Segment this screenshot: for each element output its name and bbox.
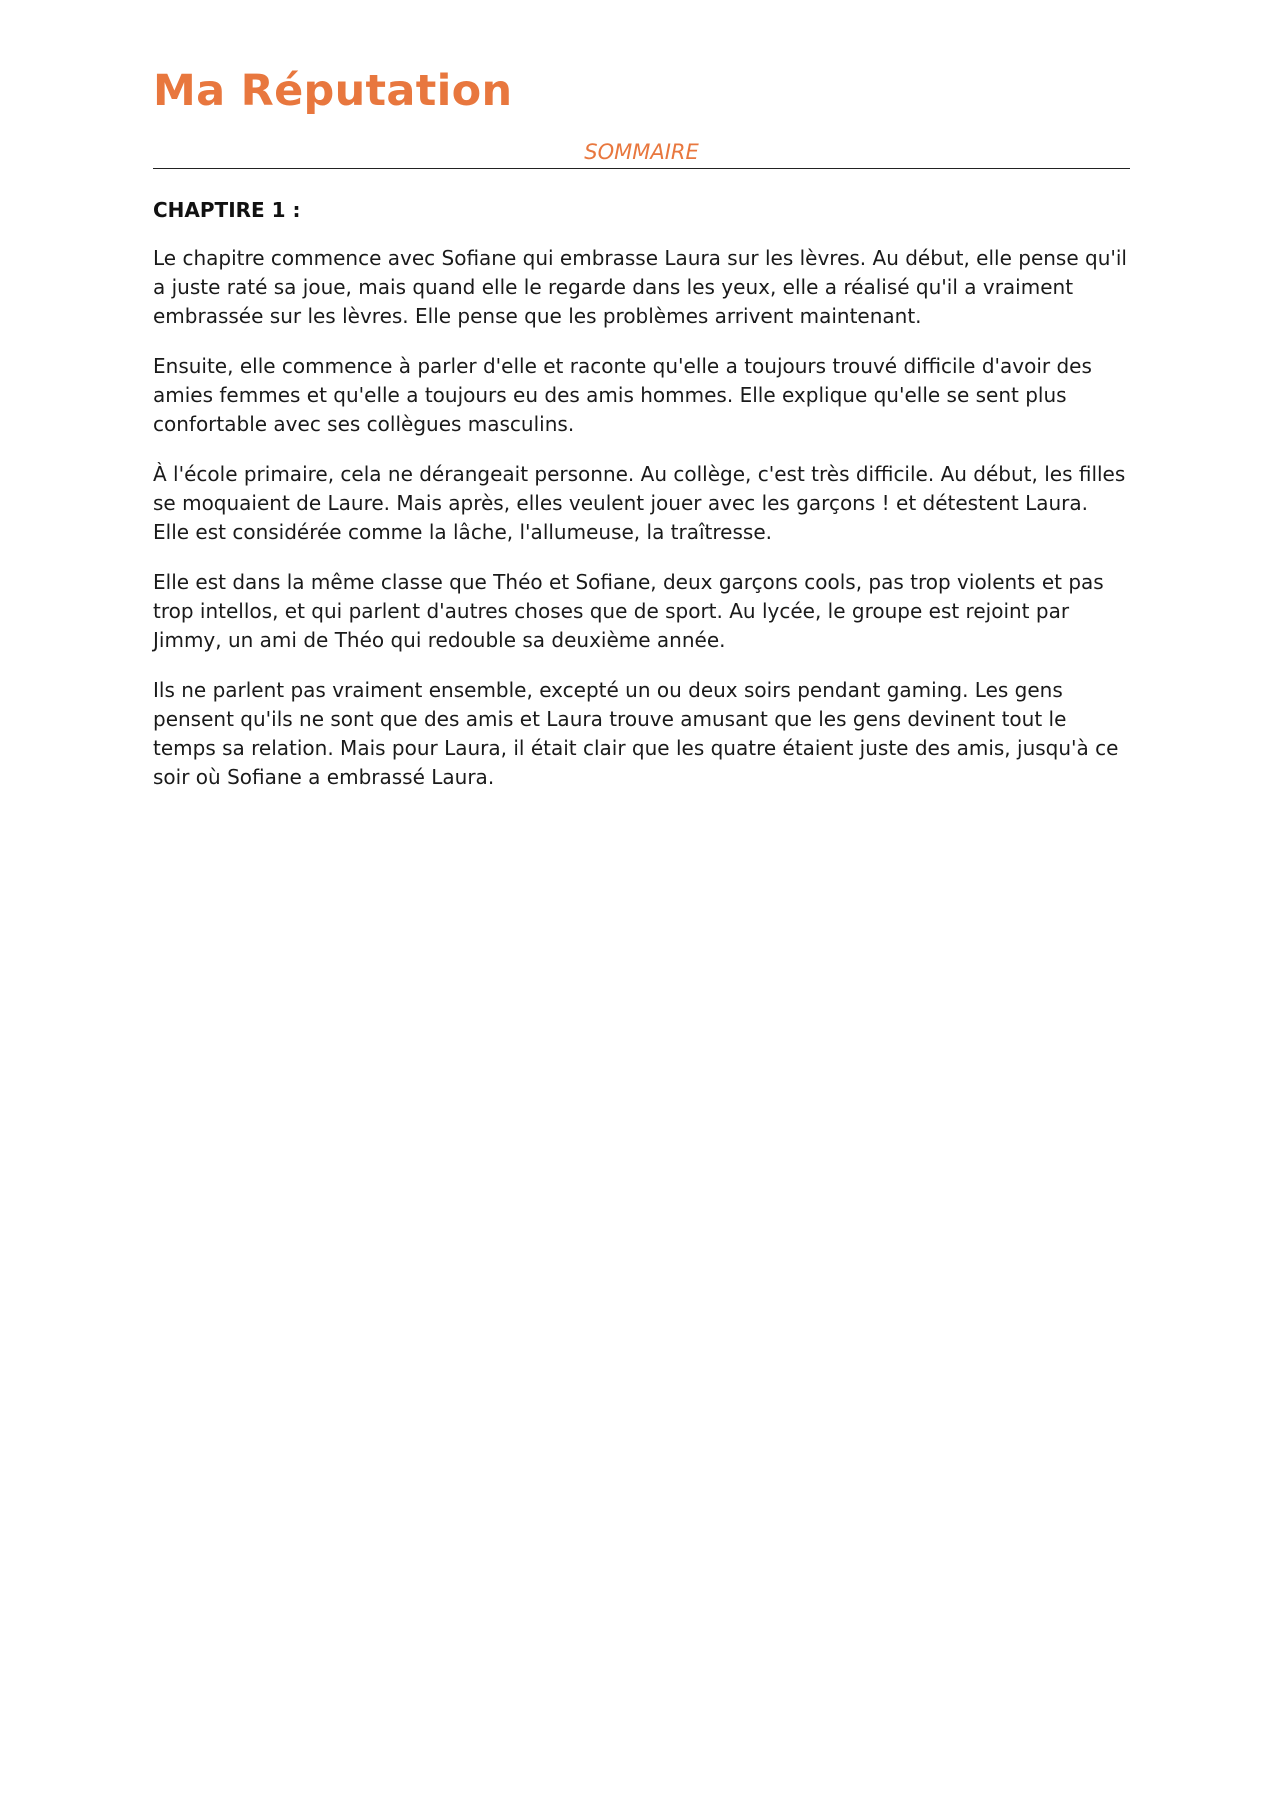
paragraph: Elle est dans la même classe que Théo et Sofiane, deux garçons cools, pas trop violents et pas trop intellos, et qui parlent d'autres choses que de sport. Au lycée, le groupe est rejoint par Jimmy, un ami de Théo qui redouble sa deuxième année. — [153, 569, 1104, 652]
chapter-heading: CHAPTIRE 1 : — [153, 197, 301, 222]
paragraph: À l'école primaire, cela ne dérangeait personne. Au collège, c'est très difficile. Au début, les filles se moquaient de Laure. Mais après, elles veulent jouer avec les garçons ! et détestent Laura. Elle est considérée comme la lâche, l'allumeuse, la traîtresse. — [153, 461, 1126, 544]
document-title: Ma Réputation — [153, 66, 513, 116]
paragraph: Le chapitre commence avec Sofiane qui embrasse Laura sur les lèvres. Au début, elle pense qu'il a juste raté sa joue, mais quand elle le regarde dans les yeux, elle a réalisé qu'il a vraiment embrassée sur les lèvres. Elle pense que les problèmes arrivent maintenant. — [153, 245, 1127, 328]
section-heading-sommaire: SOMMAIRE — [153, 140, 1130, 169]
paragraph: Ils ne parlent pas vraiment ensemble, excepté un ou deux soirs pendant gaming. Les gens pensent qu'ils ne sont que des amis et Laura trouve amusant que les gens devinent tout le temps sa relation. Mais pour Laura, il était clair que les quatre étaient juste des amis, jusqu'à ce soir où Sofiane a embrassé Laura. — [153, 677, 1119, 789]
document-page — [153, 66, 1130, 813]
paragraph: Ensuite, elle commence à parler d'elle et raconte qu'elle a toujours trouvé difficile d'avoir des amies femmes et qu'elle a toujours eu des amis hommes. Elle explique qu'elle se sent plus confortable avec ses collègues masculins. — [153, 353, 1092, 436]
document-body — [153, 244, 1130, 792]
